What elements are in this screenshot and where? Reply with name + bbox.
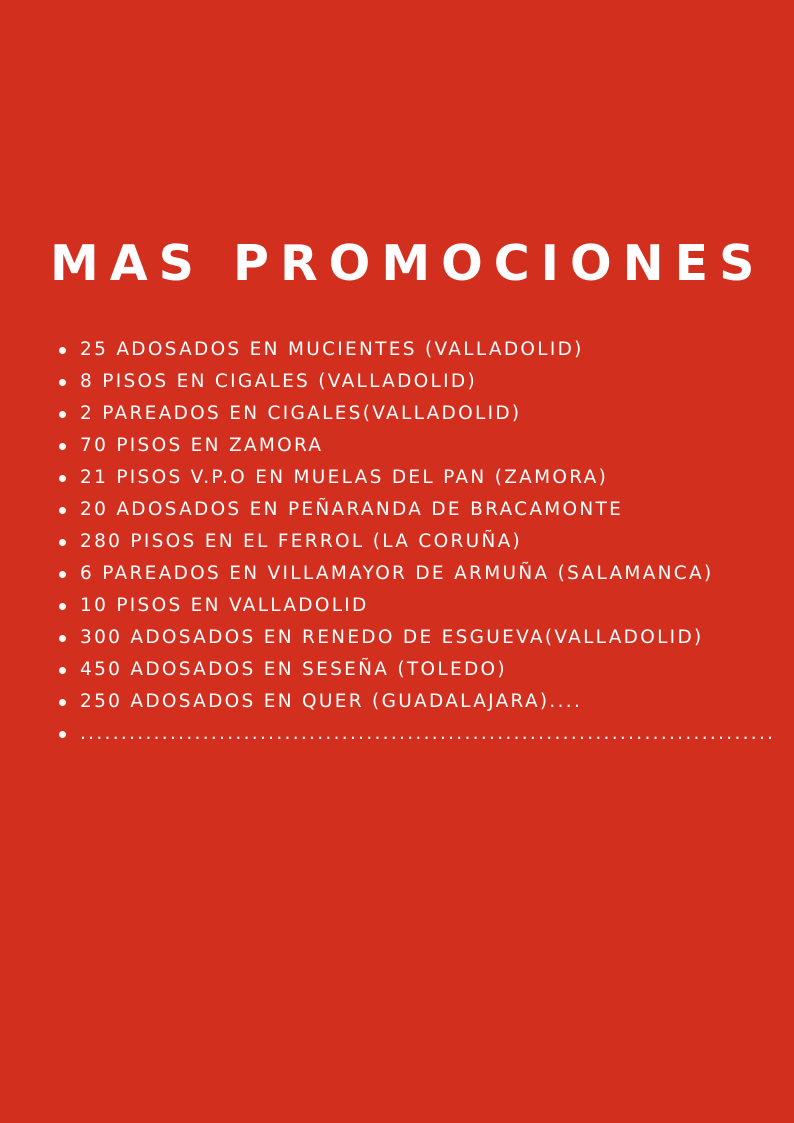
list-item-text: 250 ADOSADOS EN QUER (GUADALAJARA).... [80, 691, 583, 712]
bullet-icon [59, 347, 66, 354]
list-item [56, 430, 775, 462]
bullet-icon [59, 539, 66, 546]
list-item [56, 558, 775, 590]
list-item-text: 25 ADOSADOS EN MUCIENTES (VALLADOLID) [80, 339, 584, 360]
bullet-icon [59, 411, 66, 418]
list-item [56, 494, 775, 526]
bullet-icon [59, 475, 66, 482]
list-item [56, 654, 775, 686]
list-item-text: ..................................................................................... [80, 723, 776, 744]
list-item [56, 622, 775, 654]
bullet-icon [59, 603, 66, 610]
list-item [56, 398, 775, 430]
list-item [56, 526, 775, 558]
bullet-icon [59, 507, 66, 514]
bullet-icon [59, 571, 66, 578]
list-item [56, 334, 775, 366]
list-item-text: 21 PISOS V.P.O EN MUELAS DEL PAN (ZAMORA) [80, 467, 609, 488]
bullet-icon [59, 635, 66, 642]
list-item-text: 300 ADOSADOS EN RENEDO DE ESGUEVA(VALLADOLID) [80, 627, 704, 648]
promotions-list [56, 334, 775, 750]
page-title: MAS PROMOCIONES [50, 235, 766, 292]
list-item [56, 718, 775, 750]
list-item-text: 280 PISOS EN EL FERROL (LA CORUÑA) [80, 531, 523, 552]
list-item-text: 2 PAREADOS EN CIGALES(VALLADOLID) [80, 403, 522, 424]
list-item [56, 686, 775, 718]
bullet-icon [59, 379, 66, 386]
list-item [56, 462, 775, 494]
list-item [56, 590, 775, 622]
bullet-icon [59, 667, 66, 674]
list-item-text: 8 PISOS EN CIGALES (VALLADOLID) [80, 371, 477, 392]
list-item-text: 450 ADOSADOS EN SESEÑA (TOLEDO) [80, 659, 507, 680]
bullet-icon [59, 443, 66, 450]
bullet-icon [59, 731, 66, 738]
list-item-text: 20 ADOSADOS EN PEÑARANDA DE BRACAMONTE [80, 499, 624, 520]
list-item-text: 10 PISOS EN VALLADOLID [80, 595, 369, 616]
list-item [56, 366, 775, 398]
list-item-text: 6 PAREADOS EN VILLAMAYOR DE ARMUÑA (SALAMANCA) [80, 563, 714, 584]
bullet-icon [59, 699, 66, 706]
list-item-text: 70 PISOS EN ZAMORA [80, 435, 324, 456]
